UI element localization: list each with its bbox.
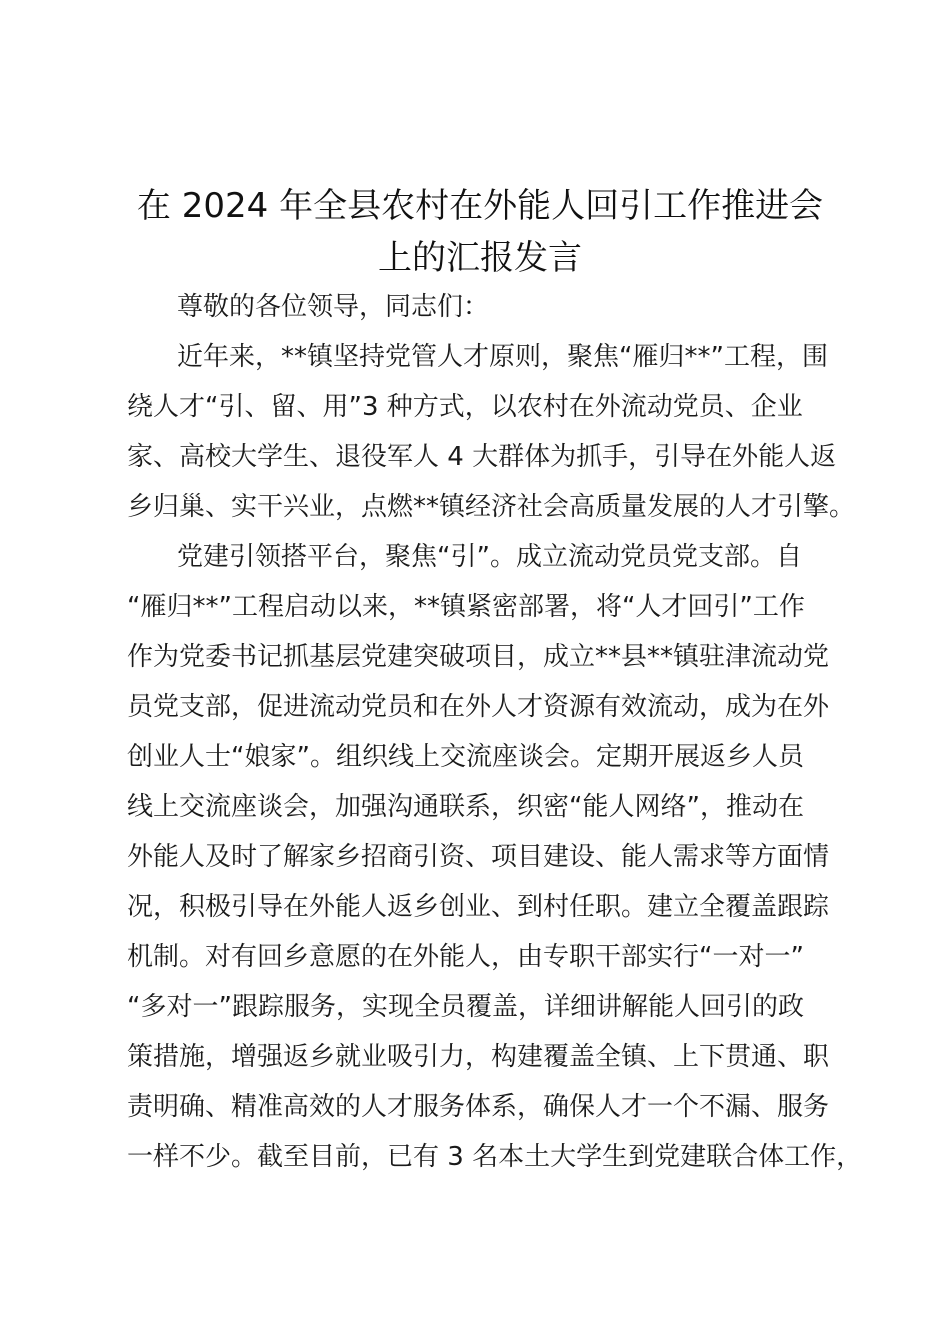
salutation: 尊敬的各位领导，同志们： [177, 292, 490, 322]
paragraph-2-line: 党建引领搭平台，聚焦“引”。成立流动党员党支部。自 [177, 542, 802, 572]
paragraph-2-line: 机制。对有回乡意愿的在外能人，由专职干部实行“一对一” [127, 942, 804, 972]
paragraph-2-line: 员党支部，促进流动党员和在外人才资源有效流动，成为在外 [127, 692, 830, 722]
paragraph-1-line: 家、高校大学生、退役军人 4 大群体为抓手，引导在外能人返 [127, 442, 837, 472]
title-line-1: 在 2024 年全县农村在外能人回引工作推进会 [136, 186, 824, 226]
paragraph-1-line: 近年来，**镇坚持党管人才原则，聚焦“雁归**”工程，围 [177, 342, 828, 372]
paragraph-2-line: 外能人及时了解家乡招商引资、项目建设、能人需求等方面情 [127, 842, 830, 872]
document-body [127, 282, 863, 1182]
paragraph-2-line: 责明确、精准高效的人才服务体系，确保人才一个不漏、服务 [127, 1092, 830, 1122]
document-title [120, 180, 840, 284]
paragraph-2-line: 一样不少。截至目前，已有 3 名本土大学生到党建联合体工作， [127, 1142, 863, 1172]
paragraph-2-line: “多对一”跟踪服务，实现全员覆盖，详细讲解能人回引的政 [127, 992, 804, 1022]
paragraph-2-line: 策措施，增强返乡就业吸引力，构建覆盖全镇、上下贯通、职 [127, 1042, 830, 1072]
paragraph-1-line: 乡归巢、实干兴业，点燃**镇经济社会高质量发展的人才引擎。 [127, 492, 856, 522]
paragraph-1-line: 绕人才“引、留、用”3 种方式，以农村在外流动党员、企业 [127, 392, 803, 422]
title-line-2: 上的汇报发言 [378, 238, 582, 278]
paragraph-2-line: 线上交流座谈会，加强沟通联系，织密“能人网络”，推动在 [127, 792, 804, 822]
paragraph-2-line: 创业人士“娘家”。组织线上交流座谈会。定期开展返乡人员 [127, 742, 804, 772]
paragraph-2-line: “雁归**”工程启动以来，**镇紧密部署，将“人才回引”工作 [127, 592, 805, 622]
paragraph-2-line: 况，积极引导在外能人返乡创业、到村任职。建立全覆盖跟踪 [127, 892, 830, 922]
paragraph-2-line: 作为党委书记抓基层党建突破项目，成立**县**镇驻津流动党 [127, 642, 830, 672]
